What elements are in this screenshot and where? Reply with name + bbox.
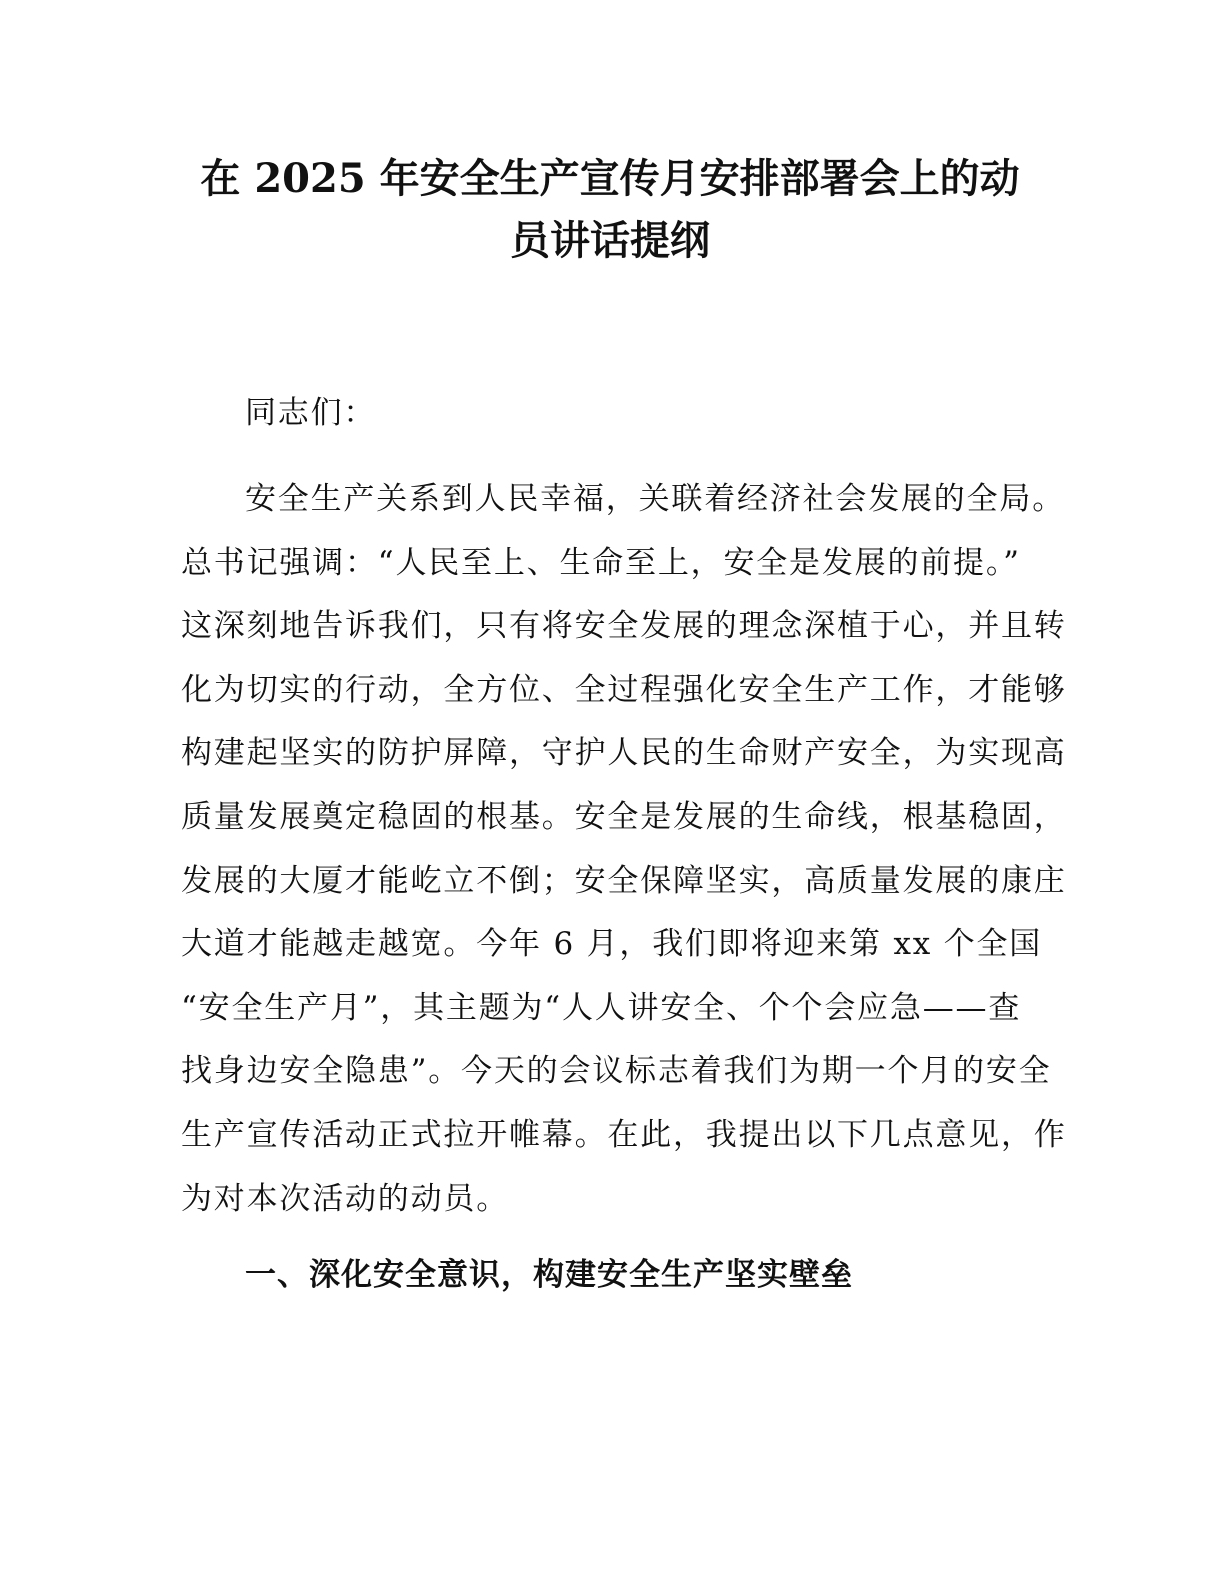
paragraph-line: 发展的大厦才能屹立不倒；安全保障坚实，高质量发展的康庄 bbox=[181, 862, 1067, 899]
paragraph-line: 这深刻地告诉我们，只有将安全发展的理念深植于心，并且转 bbox=[181, 608, 1067, 645]
paragraph-line: 大道才能越走越宽。今年 6 月，我们即将迎来第 xx 个全国 bbox=[181, 926, 1043, 963]
paragraph-line: 为对本次活动的动员。 bbox=[181, 1180, 509, 1217]
paragraph-line: 安全生产关系到人民幸福，关联着经济社会发展的全局。 bbox=[245, 481, 1065, 517]
paragraph-line: 化为切实的行动，全方位、全过程强化安全生产工作，才能够 bbox=[181, 671, 1067, 708]
paragraph-line: 构建起坚实的防护屏障，守护人民的生命财产安全，为实现高 bbox=[181, 735, 1067, 772]
section-heading: 一、深化安全意识，构建安全生产坚实壁垒 bbox=[245, 1257, 853, 1293]
document-title-line-2: 员讲话提纲 bbox=[510, 217, 710, 264]
paragraph-line: 找身边安全隐患”。今天的会议标志着我们为期一个月的安全 bbox=[181, 1053, 1052, 1090]
salutation: 同志们： bbox=[245, 395, 377, 431]
body-paragraph bbox=[181, 468, 1067, 1231]
paragraph-line: 总书记强调：“人民至上、生命至上，安全是发展的前提。” bbox=[181, 544, 1021, 581]
paragraph-line: “安全生产月”，其主题为“人人讲安全、个个会应急——查 bbox=[181, 989, 1022, 1026]
paragraph-line: 质量发展奠定稳固的根基。安全是发展的生命线，根基稳固， bbox=[181, 798, 1067, 835]
paragraph-line: 生产宣传活动正式拉开帷幕。在此，我提出以下几点意见，作 bbox=[181, 1116, 1067, 1153]
document-title-line-1: 在 2025 年安全生产宣传月安排部署会上的动 bbox=[200, 155, 1020, 202]
